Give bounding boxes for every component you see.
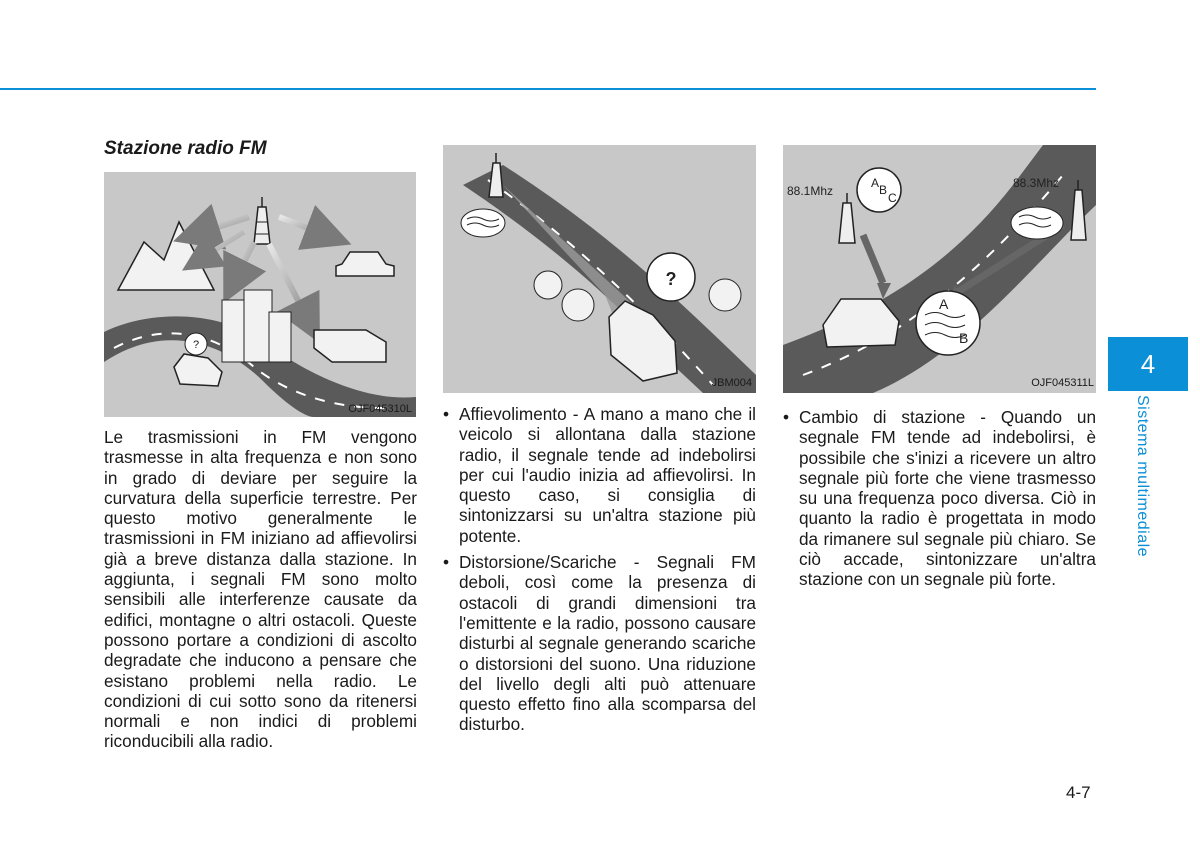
bullet: • [443,552,450,573]
tower-icon [489,153,503,197]
frequency-label: 88.1Mhz [787,184,834,198]
car-icon [336,252,394,276]
fm-broadcast-illustration [104,172,416,417]
station-switch-illustration [783,145,1096,393]
list-item [443,552,756,735]
intro-paragraph: Le trasmissioni in FM vengono trasmesse in alta frequenza e non sono in grado di deviare per seguire la curvatura della superficie terrestre. Per questo motivo generalmente le trasmissioni in FM iniziano ad affievolirsi già a breve distanza dalla stazione. In aggiunta, i segnali FM sono molto sensibili alle interferenze causate da edifici, montagne o altri ostacoli. Queste possono portare a condizioni di ascolto degradate che inducono a pensare che esistano problemi nella radio. Le condizioni di cui sotto sono da ritenersi normali e non indici di problemi riconducibili alla radio. [104,427,417,752]
chapter-title: Sistema multimediale [1134,395,1151,558]
list-item [783,407,1096,590]
list-item [443,404,756,546]
chapter-number: 4 [1140,348,1156,379]
bullet: • [443,404,450,424]
vehicle-icon [823,299,899,347]
tower-icon [254,197,270,244]
bubble-letter: B [879,183,888,197]
fading-illustration [443,145,756,393]
header-rule [0,88,1096,90]
road [463,165,756,393]
vehicle-icon [174,354,222,386]
bubble-letter: B [959,330,969,346]
frequency-label: 88.3Mhz [1013,176,1060,190]
bullet: • [783,407,790,427]
figure-fading [443,145,756,393]
bullet-text: Cambio di stazione - Quando un segnale FM tende ad indebolirsi, è possibile che s'inizi a ricevere un altro segnale più forte che viene trasmesso su una frequenza poco diversa. Ciò in quanto la radio è progettata in modo da rimanere sul segnale più chiaro. Se ciò accade, sintonizzare un'altra stazione con un segnale più forte. [799,407,1096,590]
section-title: Stazione radio FM [104,138,267,159]
figure-fm-broadcast [104,172,416,417]
figure-code: JBM004 [711,377,752,389]
signal-bubble [1011,207,1063,239]
chapter-tab [1108,337,1188,391]
tunnel-icon [314,330,386,362]
figure-code: OJF045310L [348,403,412,415]
bubble-letter: A [939,296,949,312]
bullet-text: Affievolimento - A mano a mano che il veicolo si allontana dalla stazione radio, il segnale tende ad indebolirsi per cui l'audio inizia ad affievolirsi. In questo caso, si consiglia di sintonizzarsi su un'altra stazione più potente. [459,404,756,546]
bullet-text: Distorsione/Scariche - Segnali FM deboli, così come la presenza di ostacoli di grandi dimensioni tra l'emittente e la radio, possono causare disturbi al segnale generando scariche o distorsioni del suono. Una riduzione del livello degli alti può attenuare questo effetto fino alla scomparsa del disturbo. [459,552,756,735]
page-number: 4-7 [1066,783,1091,802]
bubble-letter: A [871,176,880,190]
figure-code: OJF045311L [1031,377,1094,389]
tower-icon [839,193,855,243]
bubble-letter: C [888,191,897,205]
buildings-icon [222,290,291,362]
question-mark: ? [665,269,677,289]
figure-station-switch [783,145,1096,393]
question-mark: ? [192,339,200,351]
signal-bubble [461,209,505,237]
bullet-list [443,404,756,741]
bullet-list [783,407,1096,596]
